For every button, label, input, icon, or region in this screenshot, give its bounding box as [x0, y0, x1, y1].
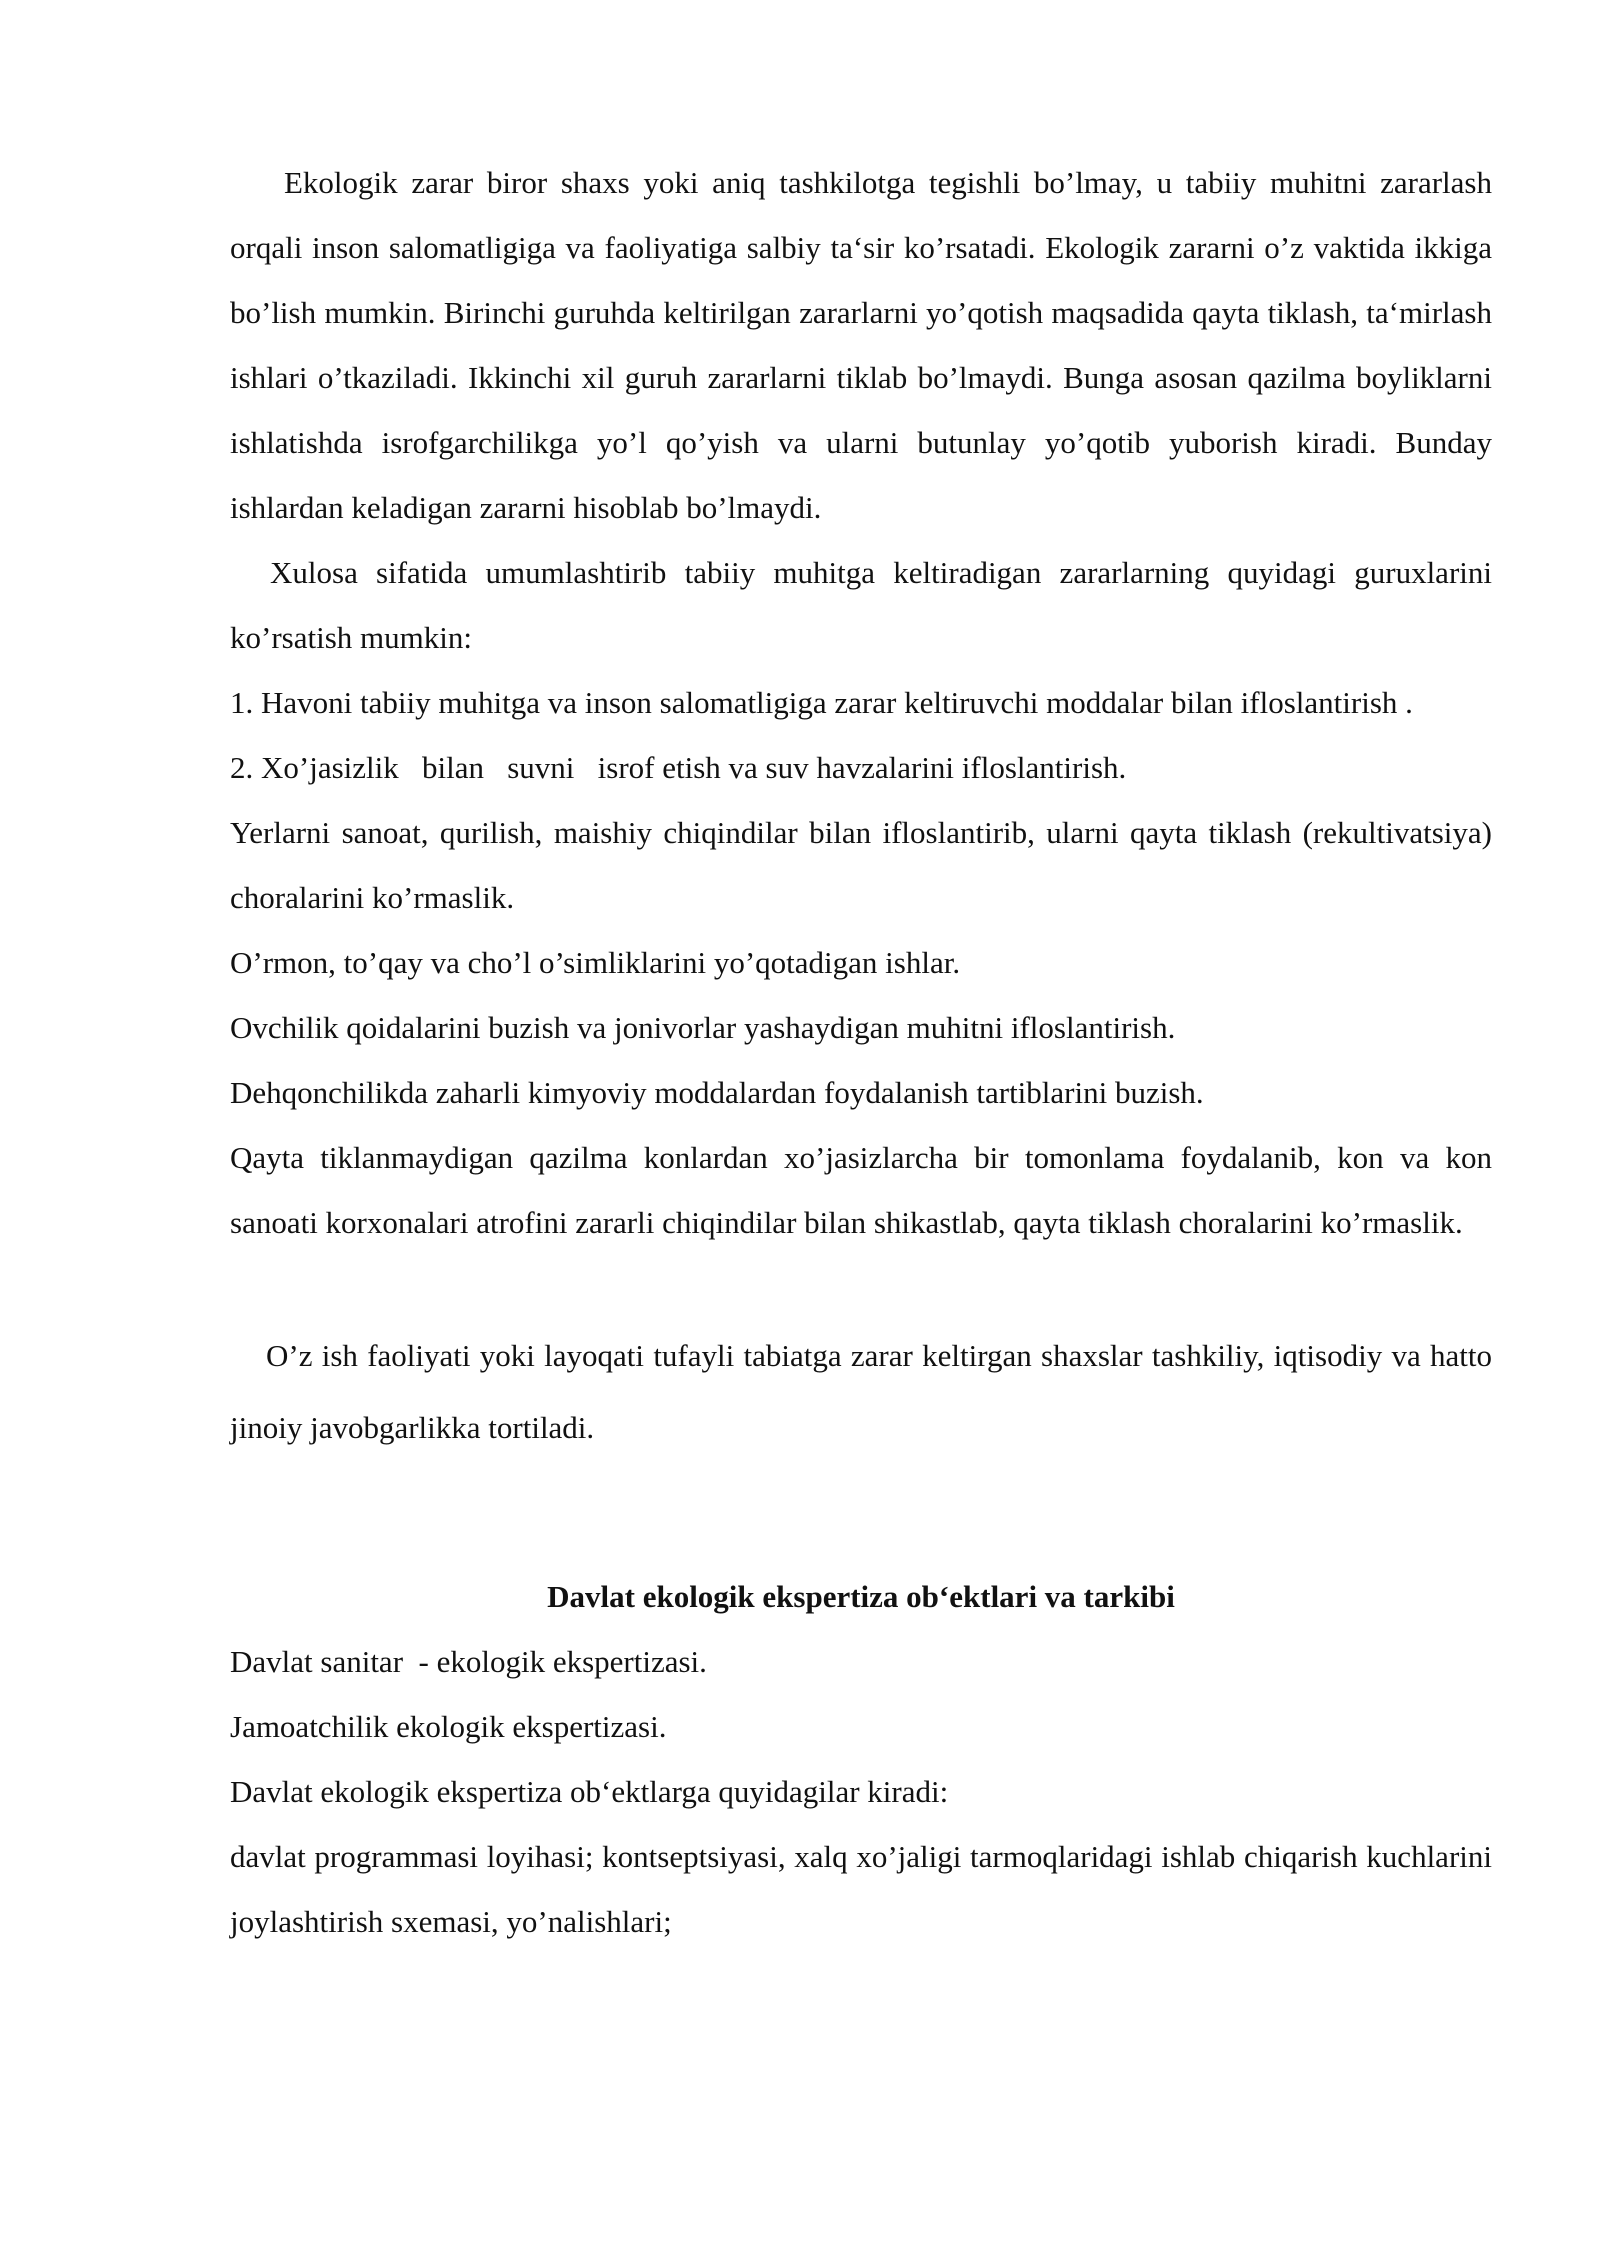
- list-item-forest-loss: O’rmon, to’qay va cho’l o’simliklarini yo’qotadigan ishlar.: [230, 945, 961, 980]
- list-item-hunting-rules: Ovchilik qoidalarini buzish va jonivorlar yashaydigan muhitni ifloslantirish.: [230, 1010, 1176, 1045]
- paragraph-conclusion-intro: Xulosa sifatida umumlashtirib tabiiy muhitga keltiradigan zararlarning quyidagi guruxlarini ko’rsatish mumkin:: [230, 555, 1492, 655]
- list-item-mineral-deposits: Qayta tiklanmaydigan qazilma konlardan xo’jasizlarcha bir tomonlama foydalanib, kon va kon sanoati korxonalari atrofini zararli chiqindilar bilan shikastlab, qayta tiklash choralarini ko’rmaslik.: [230, 1140, 1492, 1240]
- section-line-expertise-objects: Davlat ekologik ekspertiza ob‘ektlarga quyidagilar kiradi:: [230, 1774, 949, 1809]
- list-item-air-pollution: 1. Havoni tabiiy muhitga va inson salomatligiga zarar keltiruvchi moddalar bilan ifloslantirish .: [230, 685, 1413, 720]
- section-line-state-program: davlat programmasi loyihasi; kontseptsiyasi, xalq xo’jaligi tarmoqlaridagi ishlab chiqarish kuchlarini joylashtirish sxemasi, yo’nalishlari;: [230, 1839, 1492, 1939]
- paragraph-liability: O’z ish faoliyati yoki layoqati tufayli tabiatga zarar keltirgan shaxslar tashkiliy, iqtisodiy va hatto jinoiy javobgarlikka tortiladi.: [230, 1338, 1492, 1445]
- list-item-water-pollution: 2. Xo’jasizlik bilan suvni isrof etish va suv havzalarini ifloslantirish.: [230, 750, 1127, 785]
- section-line-sanitary-expertise: Davlat sanitar - ekologik ekspertizasi.: [230, 1644, 707, 1679]
- section-heading: Davlat ekologik ekspertiza ob‘ektlari va tarkibi: [547, 1579, 1175, 1614]
- document-body: [230, 150, 1492, 1954]
- list-item-agriculture-chemicals: Dehqonchilikda zaharli kimyoviy moddalardan foydalanish tartiblarini buzish.: [230, 1075, 1204, 1110]
- paragraph-ecological-damage: Ekologik zarar biror shaxs yoki aniq tashkilotga tegishli bo’lmay, u tabiiy muhitni zararlash orqali inson salomatligiga va faoliyatiga salbiy ta‘sir ko’rsatadi. Ekologik zararni o’z vaktida ikkiga bo’lish mumkin. Birinchi guruhda keltirilgan zararlarni yo’qotish maqsadida qayta tiklash, ta‘mirlash ishlari o’tkaziladi. Ikkinchi xil guruh zararlarni tiklab bo’lmaydi. Bunga asosan qazilma boyliklarni ishlatishda isrofgarchilikga yo’l qo’yish va ularni butunlay yo’qotib yuborish kiradi. Bunday ishlardan keladigan zararni hisoblab bo’lmaydi.: [230, 165, 1492, 525]
- section-line-public-expertise: Jamoatchilik ekologik ekspertizasi.: [230, 1709, 667, 1744]
- list-item-land-pollution: Yerlarni sanoat, qurilish, maishiy chiqindilar bilan ifloslantirib, ularni qayta tiklash (rekultivatsiya) choralarini ko’rmaslik.: [230, 815, 1492, 915]
